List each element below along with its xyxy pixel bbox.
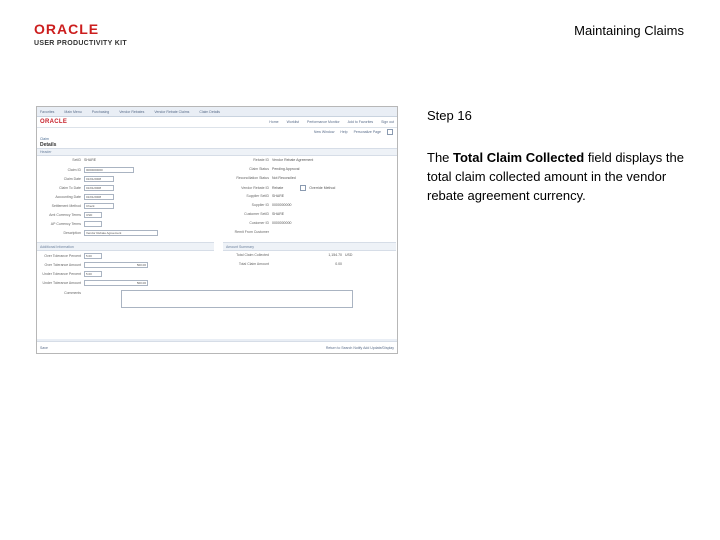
screenshot-breadcrumb: Claim <box>40 137 49 141</box>
field-ap-currency <box>37 221 102 227</box>
tool-icon <box>387 129 393 135</box>
field-under-tol-amt <box>37 280 148 286</box>
step-label: Step 16 <box>427 108 472 123</box>
field-label: Rebate ID <box>253 158 269 162</box>
nav-item: Main Menu <box>64 109 82 114</box>
field-label: SetID <box>72 158 81 162</box>
field-total-claim-collected <box>225 253 352 257</box>
header-link: Add to Favorites <box>347 120 374 124</box>
field-label: Customer ID <box>249 221 269 225</box>
field-input: 500.00 <box>84 280 148 286</box>
field-under-tol-pct <box>37 271 102 277</box>
field-label: Comments <box>64 291 81 295</box>
application-screenshot <box>36 106 398 354</box>
field-amt-currency <box>37 212 102 218</box>
field-label: Under Tolerance Amount <box>42 281 81 285</box>
header-link: Home <box>269 120 279 124</box>
screenshot-tool-row <box>37 128 397 136</box>
field-input: 5.00 <box>84 253 102 259</box>
nav-item: Purchasing <box>91 109 110 114</box>
field-accounting-date <box>37 194 114 200</box>
field-label: Accounting Date <box>55 195 81 199</box>
comments-textarea <box>121 290 353 308</box>
step-desc-after: field displays the total claim collected amount in the vendor rebate agreement currency. <box>427 150 684 203</box>
field-input: Vendor Rebate Agreement <box>84 230 158 236</box>
field-input: Check <box>84 203 114 209</box>
screenshot-header-fields <box>37 156 397 242</box>
screenshot-header-links <box>269 120 394 124</box>
field-label: Claim To Date <box>59 186 81 190</box>
field-input: 01/01/2008 <box>84 185 114 191</box>
field-label: Total Claim Amount <box>238 262 269 266</box>
field-settlement-method <box>37 203 114 209</box>
step-desc-before: The <box>427 150 454 165</box>
field-value: SHARE <box>272 212 285 216</box>
field-input: 01/01/2008 <box>84 194 114 200</box>
override-label: Override Method <box>309 186 336 190</box>
header-link: Worklist <box>286 120 299 124</box>
field-input: 5.00 <box>84 271 102 277</box>
field-value: SHARE <box>272 194 285 198</box>
field-rebate-id <box>225 158 313 162</box>
field-value: SHARE <box>84 158 97 162</box>
field-claim-to-date <box>37 185 114 191</box>
field-comments <box>37 291 81 295</box>
field-label: AP Currency Terms <box>50 222 81 226</box>
nav-item: Vendor Rebate Claims <box>154 109 190 114</box>
field-label: Reconciliation Status <box>236 176 269 180</box>
field-value: 1,154.70 <box>328 253 342 257</box>
field-supplier-id <box>225 203 291 207</box>
field-label: Over Tolerance Percent <box>44 254 81 258</box>
field-input: 0000000000 <box>84 167 134 173</box>
screenshot-top-nav <box>37 107 397 117</box>
field-value: 0000000000 <box>272 203 292 207</box>
field-setid <box>37 158 96 162</box>
field-input: 01/01/2008 <box>84 176 114 182</box>
field-over-tol-amt <box>37 262 148 268</box>
field-label: Supplier SetID <box>246 194 269 198</box>
nav-item: Vendor Rebates <box>119 109 145 114</box>
screenshot-oracle-logo: ORACLE <box>40 119 68 125</box>
logo-upk-text: USER PRODUCTIVITY KIT <box>34 40 127 47</box>
field-label: Claim Status <box>249 167 269 171</box>
field-label: Customer SetID <box>244 212 269 216</box>
oracle-upk-logo <box>34 22 126 48</box>
field-claim-id <box>37 167 134 173</box>
field-input: USD <box>84 212 102 218</box>
field-label: Description <box>63 231 81 235</box>
field-label: Claim Date <box>63 177 81 181</box>
field-label: Settlement Method <box>51 204 81 208</box>
field-description <box>37 230 158 236</box>
field-label: Total Claim Collected <box>236 253 269 257</box>
override-checkbox <box>300 185 306 191</box>
field-claim-status <box>225 167 299 171</box>
header-link: Performance Monitor <box>306 120 340 124</box>
additional-info-section: Additional Information <box>37 242 214 251</box>
field-label: Supplier ID <box>251 203 269 207</box>
tool-link: New Window <box>313 130 335 134</box>
field-value: Not Reconciled <box>272 176 296 180</box>
field-input: 500.00 <box>84 262 148 268</box>
tool-link: Help <box>340 130 348 134</box>
header-link: Sign out <box>381 120 394 124</box>
tool-link: Personalize Page <box>353 130 381 134</box>
field-vendor-rebate-id <box>225 185 335 191</box>
field-value: 0.00 <box>335 262 342 266</box>
document-title: Maintaining Claims <box>574 23 684 38</box>
footer-actions: Return to Search Notify Add Update/Display <box>325 345 394 350</box>
field-value: 0000000000 <box>272 221 292 225</box>
field-label: Amt Currency Terms <box>49 213 81 217</box>
field-input <box>84 221 102 227</box>
field-total-claim-amount <box>225 262 342 266</box>
field-claim-date <box>37 176 114 182</box>
screenshot-footer <box>37 341 397 353</box>
step-desc-field-name: Total Claim Collected <box>453 150 585 165</box>
field-recon-status <box>225 176 296 180</box>
field-value: Pending Approval <box>272 167 300 171</box>
logo-oracle-text: ORACLE <box>34 21 100 37</box>
field-value: Rebate <box>272 186 284 190</box>
field-label: Over Tolerance Amount <box>44 263 81 267</box>
nav-item: Favorites <box>40 109 55 114</box>
screenshot-section-header: Header <box>37 148 397 156</box>
step-description <box>427 148 689 205</box>
field-customer-setid <box>225 212 284 216</box>
field-supplier-setid <box>225 194 284 198</box>
field-value: Vendor Rebate Agreement <box>272 158 314 162</box>
screenshot-bottom-sections <box>37 242 397 322</box>
field-remit-from <box>225 230 272 234</box>
field-label: Under Tolerance Percent <box>42 272 81 276</box>
field-over-tol-pct <box>37 253 102 259</box>
amount-summary-section: Amount Summary <box>223 242 396 251</box>
nav-item: Claim Details <box>199 109 221 114</box>
field-label: Remit From Customer <box>234 230 269 234</box>
screenshot-page-title: Details <box>40 142 57 148</box>
screenshot-brand-bar <box>37 117 397 128</box>
footer-save: Save <box>40 345 48 350</box>
field-label: Claim ID <box>67 168 81 172</box>
field-unit: USD <box>345 253 353 257</box>
field-customer-id <box>225 221 291 225</box>
field-label: Vendor Rebate ID <box>241 186 269 190</box>
